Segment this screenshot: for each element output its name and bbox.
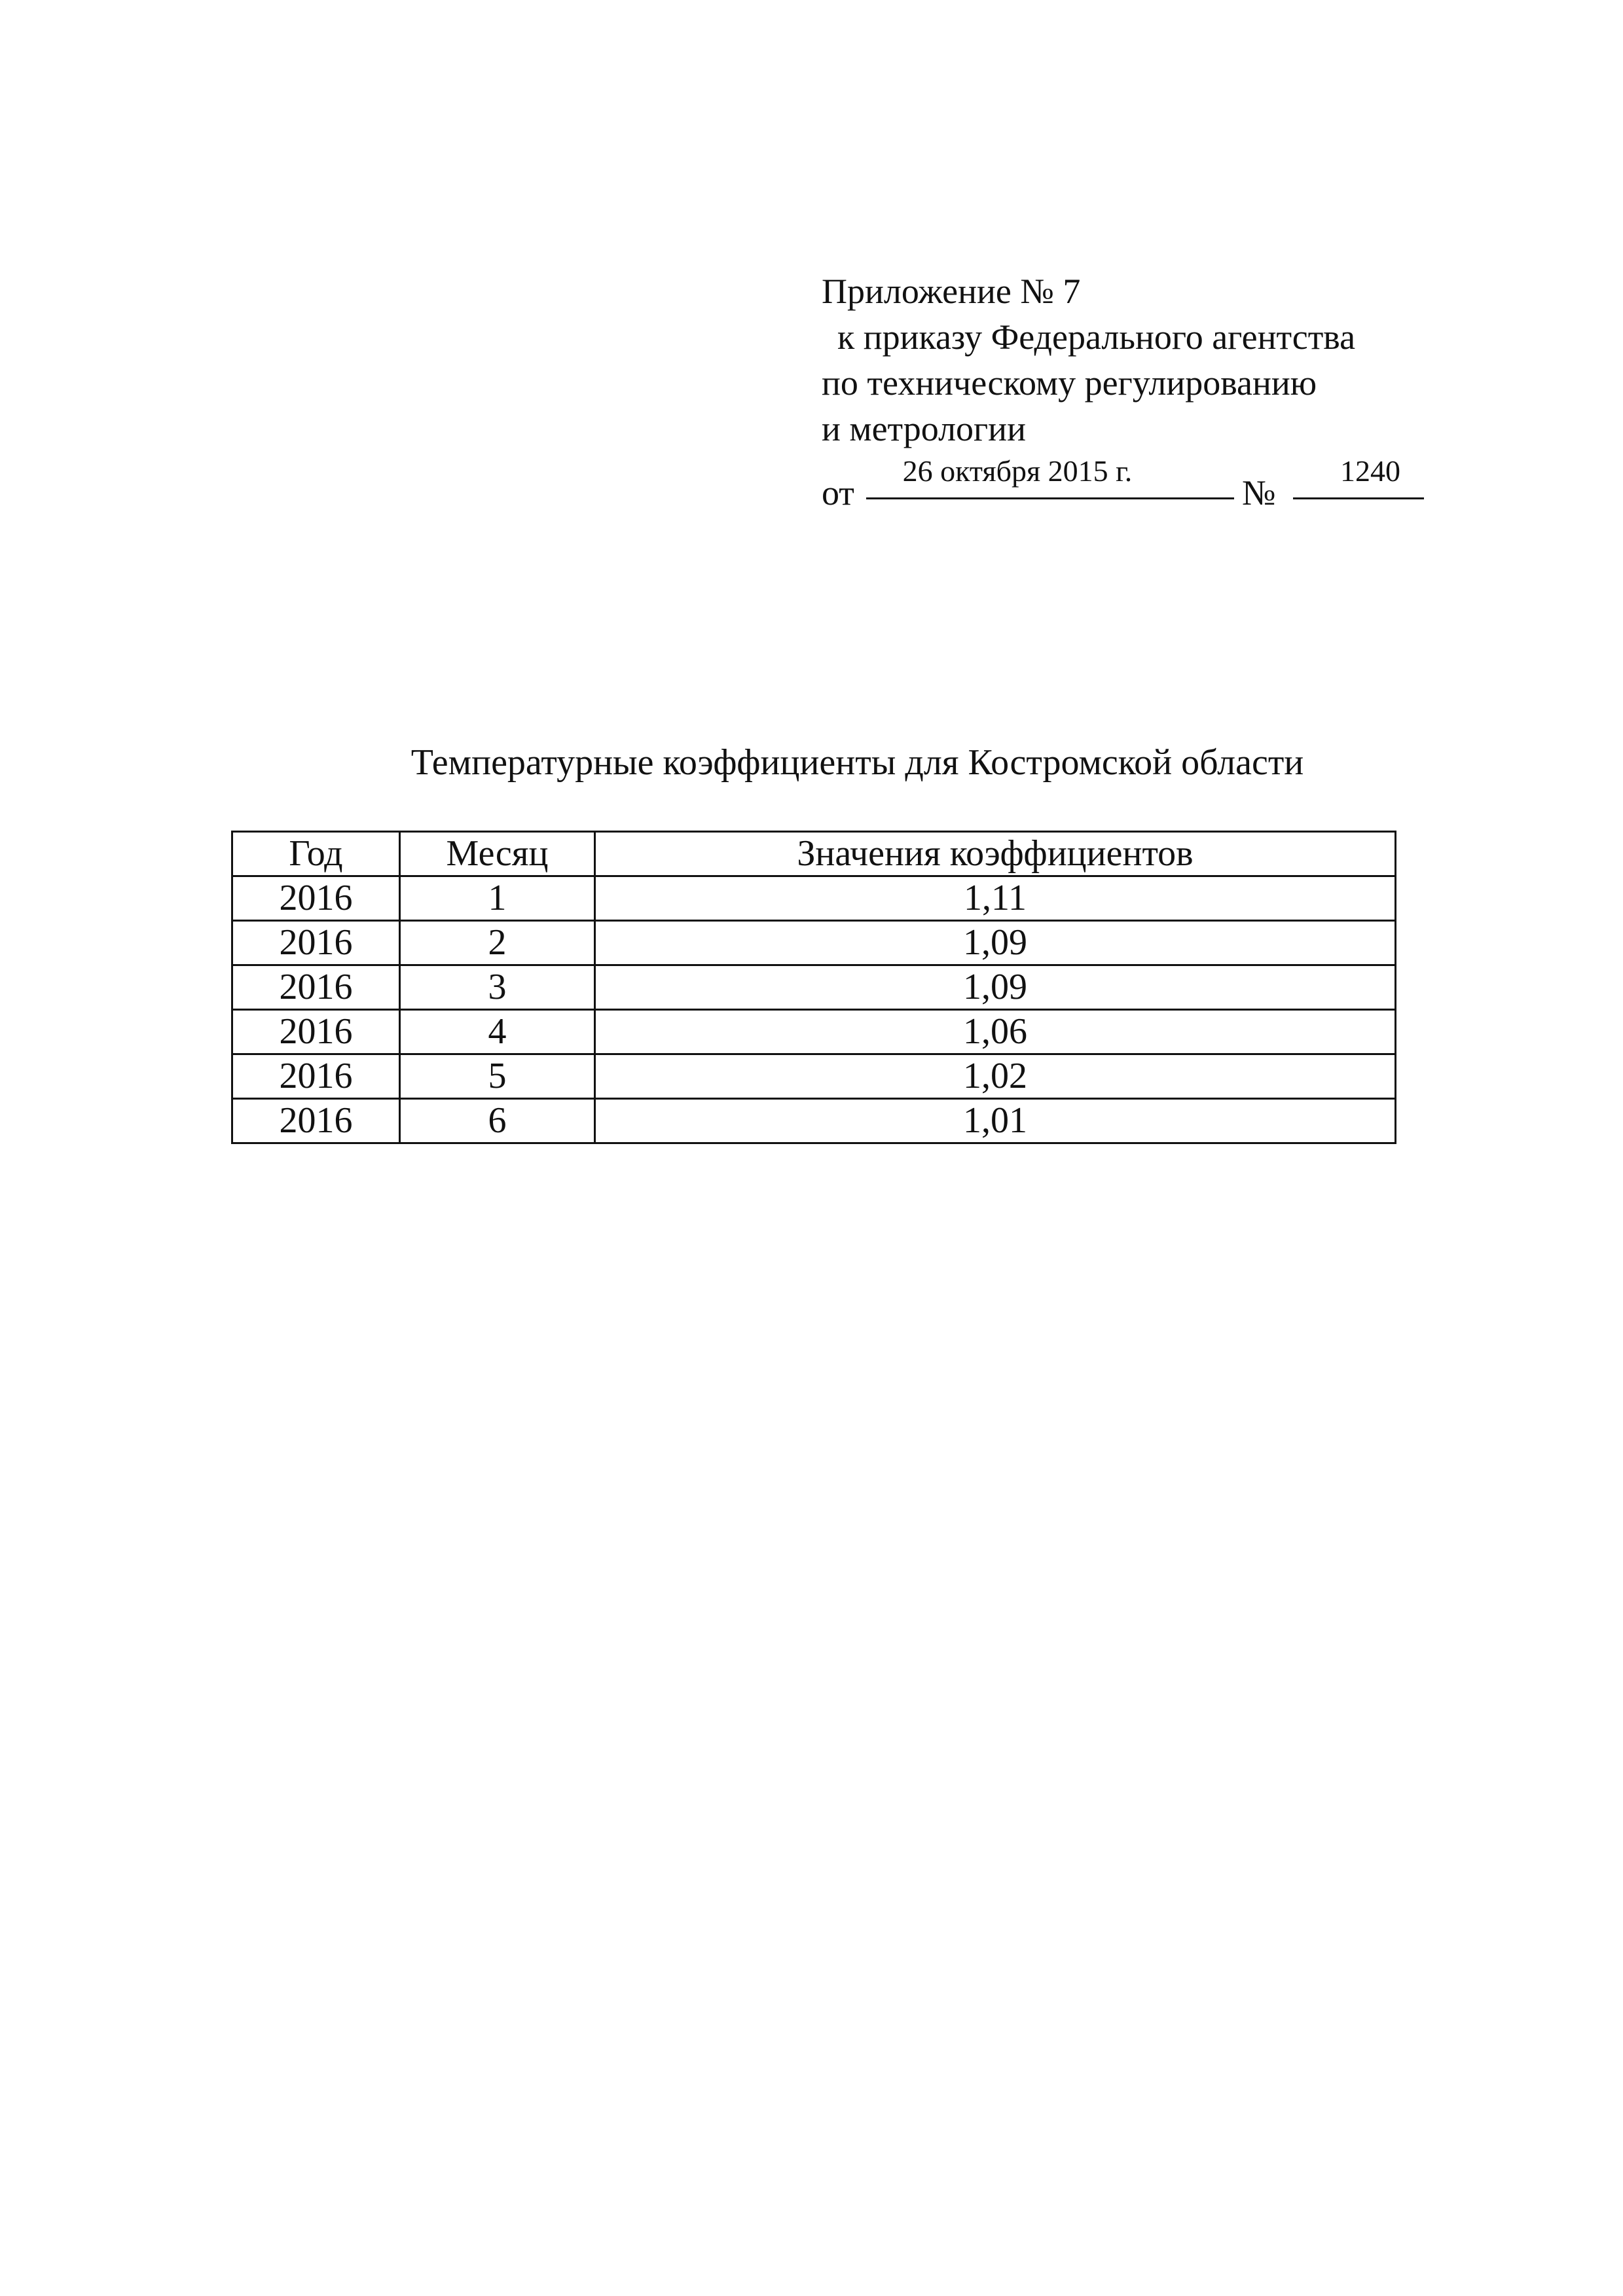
attachment-reference	[822, 268, 1450, 512]
cell-coefficient: 1,02	[595, 1054, 1396, 1099]
attachment-number: Приложение № 7	[822, 272, 1081, 311]
cell-year: 2016	[232, 921, 400, 965]
cell-month: 6	[400, 1099, 595, 1143]
header-coefficient: Значения коэффициентов	[595, 832, 1396, 876]
from-label: от	[822, 473, 854, 512]
cell-coefficient: 1,09	[595, 965, 1396, 1010]
coefficients-table	[231, 831, 1396, 1144]
cell-month: 1	[400, 876, 595, 921]
order-date-value: 26 октября 2015 г.	[902, 454, 1133, 488]
cell-month: 3	[400, 965, 595, 1010]
header-month: Месяц	[400, 832, 595, 876]
cell-coefficient: 1,06	[595, 1010, 1396, 1054]
table-row	[232, 965, 1396, 1010]
cell-month: 2	[400, 921, 595, 965]
cell-year: 2016	[232, 965, 400, 1010]
table-row	[232, 1099, 1396, 1143]
order-reference: к приказу Федерального агентства	[837, 317, 1356, 357]
cell-year: 2016	[232, 1054, 400, 1099]
cell-year: 2016	[232, 1099, 400, 1143]
header-year: Год	[232, 832, 400, 876]
cell-year: 2016	[232, 1010, 400, 1054]
agency-line: по техническому регулированию	[822, 363, 1317, 403]
cell-month: 4	[400, 1010, 595, 1054]
order-date-field	[866, 453, 1234, 499]
order-date-row	[822, 453, 1450, 512]
table-row	[232, 921, 1396, 965]
order-number-field	[1293, 453, 1424, 499]
table-header-row	[232, 832, 1396, 876]
cell-coefficient: 1,01	[595, 1099, 1396, 1143]
table-row	[232, 1010, 1396, 1054]
table-row	[232, 1054, 1396, 1099]
cell-month: 5	[400, 1054, 595, 1099]
cell-coefficient: 1,11	[595, 876, 1396, 921]
table-row	[232, 876, 1396, 921]
number-label: №	[1242, 473, 1276, 512]
cell-year: 2016	[232, 876, 400, 921]
cell-coefficient: 1,09	[595, 921, 1396, 965]
order-number-value: 1240	[1340, 454, 1400, 488]
table-title: Температурные коэффициенты для Костромской области	[410, 742, 1304, 783]
agency-line-end: и метрологии	[822, 409, 1026, 448]
